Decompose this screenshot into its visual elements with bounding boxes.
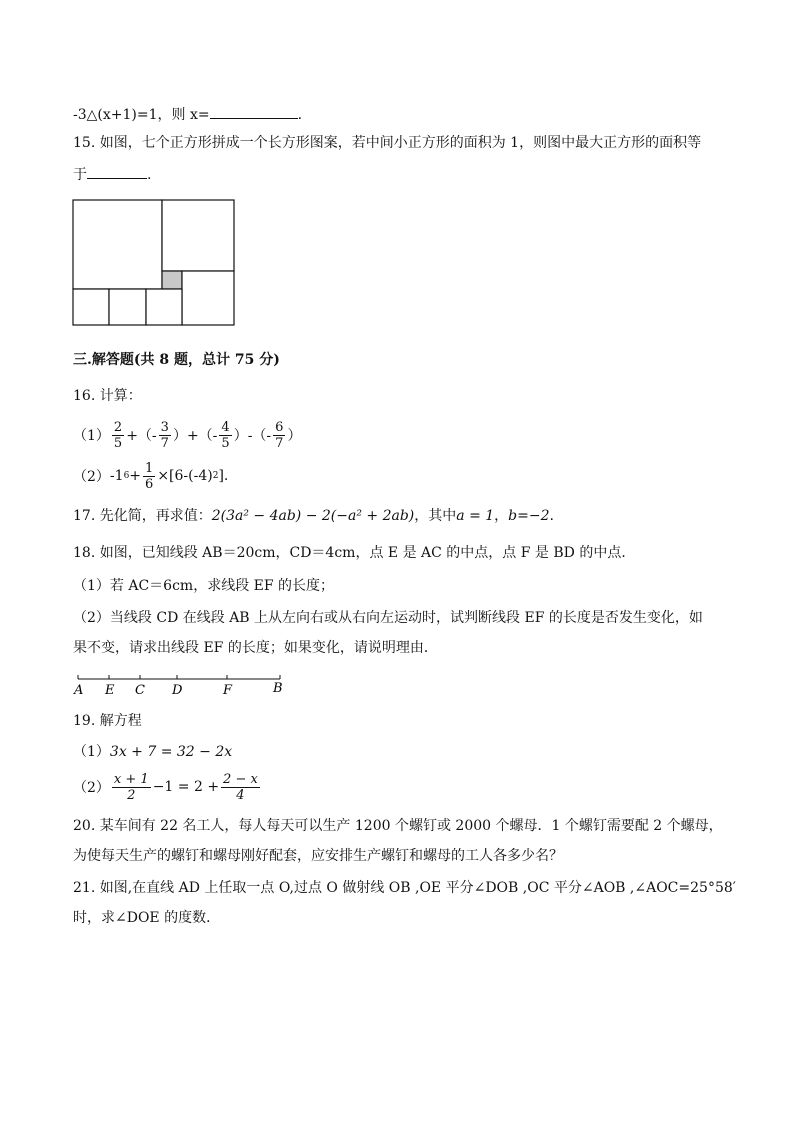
operator: ）-（- [233,428,272,444]
operator: +（- [126,428,157,444]
answer-blank [87,164,147,179]
denominator: 2 [127,787,136,803]
q15-line1: 15. 如图，七个正方形拼成一个长方形图案，若中间小正方形的面积为 1，则图中最大正方形的面积等 [73,135,702,151]
term: ×[6-(-4) [157,468,213,484]
square-bottom-2 [109,289,146,325]
q17-sep: ， [494,508,509,524]
part-label: （1） [73,744,110,760]
q17-b-value: b=−2 [508,508,550,524]
label-d: D [172,683,183,698]
part-label: （2） [73,780,110,796]
q20-line2: 为使每天生产的螺钉和螺母刚好配套，应安排生产螺钉和螺母的工人各多少名？ [73,848,563,864]
square-large-right [162,200,234,271]
section-title: 三.解答题(共 8 题，总计 75 分) [73,352,280,368]
part-label: （2） [73,469,110,485]
operator: ） [287,428,302,444]
q17-mid: ，其中 [414,508,457,524]
fraction [143,461,155,492]
numerator: 2 [113,419,123,435]
fraction [112,772,151,803]
exponent: 6 [123,471,130,481]
q15-line2-text: 于 [73,167,87,183]
q18-line3: （2）当线段 CD 在线段 AB 上从左向右或从右向左运动时，试判断线段 EF 的长度是否发生变化，如 [73,610,703,626]
q17-a-value: a = 1 [456,508,495,524]
denominator: 7 [275,435,284,451]
q19-part2 [73,768,262,806]
fraction [159,420,171,451]
operator: + [129,468,142,484]
q20-line1: 20. 某车间有 22 名工人，每人每天可以生产 1200 个螺钉或 2000 个螺母．1 个螺钉需要配 2 个螺母， [73,818,723,834]
exponent: 2 [212,471,219,481]
term: ]. [218,468,229,484]
fraction [221,772,260,803]
q18-line4: 果不变，请求出线段 EF 的长度；如果变化，请说明理由． [73,640,438,656]
equation-middle: −1 = 2 + [152,779,220,795]
q15-line2-end: . [147,167,152,183]
denominator: 7 [160,435,169,451]
fraction [219,420,231,451]
label-c: C [135,683,145,698]
label-a: A [74,683,84,698]
q16-title: 16. 计算： [73,388,142,404]
q21-line1: 21. 如图,在直线 AD 上任取一点 O,过点 O 做射线 OB ,OE 平分∠DOB ,OC 平分∠AOB ,∠AOC=25°58′ [73,880,736,896]
numerator: 1 [145,460,154,476]
denominator: 5 [221,435,230,451]
numerator: 4 [221,419,230,435]
square-bottom-right [182,271,234,325]
q19-title: 19. 解方程 [73,713,142,729]
seven-squares-figure [72,199,236,327]
q17-end: . [549,508,554,524]
answer-blank [210,104,298,119]
square-large-left [73,200,162,289]
q17-line [73,506,554,526]
label-e: E [105,683,115,698]
denominator: 6 [145,476,154,492]
label-b: B [273,681,283,696]
term: -1 [109,468,124,484]
q16-part1 [73,416,301,454]
q16-part2 [73,457,228,495]
q15-line2 [73,164,151,185]
q14-tail-text: -3△(x+1)=1，则 x= [73,107,210,123]
q17-prefix: 17. 先化简，再求值： [73,508,212,524]
fraction [273,420,285,451]
operator: ）+（- [172,428,218,444]
fraction [112,420,124,451]
square-bottom-1 [73,289,109,325]
label-f: F [223,683,233,698]
equation: 3x + 7 = 32 − 2x [109,744,233,760]
q19-part1 [73,742,232,762]
q18-line1: 18. 如图，已知线段 AB＝20cm，CD＝4cm，点 E 是 AC 的中点，点 F 是 BD 的中点． [73,545,636,561]
square-bottom-3 [146,289,182,325]
numerator: x + 1 [113,771,149,787]
numerator: 3 [160,419,169,435]
segment-figure [70,670,290,700]
q14-tail-line [73,104,302,125]
denominator: 4 [236,787,245,803]
q21-line2: 时，求∠DOE 的度数． [73,910,221,926]
numerator: 2 − x [223,771,258,787]
numerator: 6 [275,419,284,435]
square-small-center [162,271,182,289]
q18-line2: （1）若 AC＝6cm，求线段 EF 的长度； [73,578,335,594]
q17-expression: 2(3a² − 4ab) − 2(−a² + 2ab) [211,508,415,524]
denominator: 5 [113,435,123,451]
part-label: （1） [73,428,110,444]
q14-tail-end: . [297,107,303,123]
